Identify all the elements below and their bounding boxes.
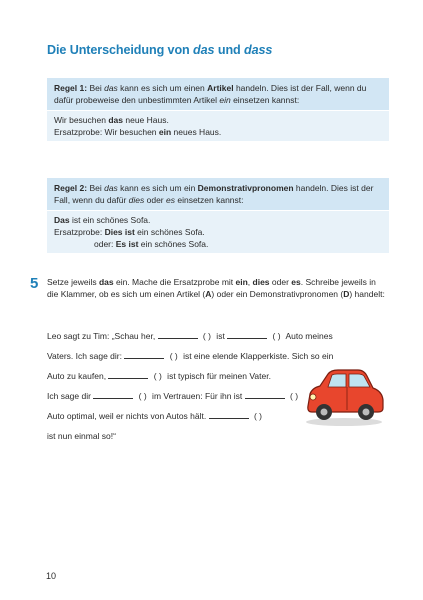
answer-paren[interactable]: ( ) [153, 371, 162, 381]
exercise-line-1: Leo sagt zu Tim: „Schau her, ( ) ist ( ) Auto meines [47, 331, 333, 341]
answer-paren[interactable]: ( ) [290, 391, 299, 401]
rule-1-examples [47, 110, 389, 141]
car-headlight [310, 394, 316, 400]
rule-2-text: Regel 2: Bei das kann es sich um ein Demonstrativpronomen handeln. Dies ist der Fall, wenn du dafür dies oder es einsetzen kannst: [47, 178, 389, 210]
task-instructions: Setze jeweils das ein. Mache die Ersatzprobe mit ein, dies oder es. Schreibe jeweils in die Klammer, ob es sich um einen Artikel (A) oder ein Demonstrativpronomen (D) handelt: [47, 277, 385, 299]
page-title: Die Unterscheidung von das und dass [47, 43, 273, 57]
answer-blank[interactable] [158, 330, 198, 339]
car-shadow [306, 418, 382, 426]
answer-blank[interactable] [209, 410, 249, 419]
rule-1-example: Wir besuchen das neue Haus. [54, 115, 169, 125]
task-number: 5 [30, 275, 39, 292]
exercise-line-2: Vaters. Ich sage dir: ( ) ist eine elende Klapperkiste. Sich so ein [47, 351, 334, 361]
rule-2-box [47, 178, 389, 253]
rule-2-example: Das ist ein schönes Sofa. [54, 215, 151, 225]
exercise-line-6: ist nun einmal so!“ [47, 431, 116, 441]
exercise-line-3: Auto zu kaufen, ( ) ist typisch für meinen Vater. [47, 371, 271, 381]
car-hubcap-rear [363, 409, 370, 416]
answer-blank[interactable] [245, 390, 285, 399]
rule-1-box [47, 78, 389, 141]
rule-2-examples [47, 210, 389, 253]
answer-paren[interactable]: ( ) [138, 391, 147, 401]
answer-blank[interactable] [93, 390, 133, 399]
answer-paren[interactable]: ( ) [253, 411, 262, 421]
red-car-illustration [300, 364, 386, 428]
exercise-line-5: Auto optimal, weil er nichts von Autos hält. ( ) [47, 410, 265, 422]
rule-1-replacement: Ersatzprobe: Wir besuchen ein neues Haus. [54, 127, 222, 137]
answer-blank[interactable] [227, 330, 267, 339]
answer-paren[interactable]: ( ) [272, 331, 281, 341]
answer-paren[interactable]: ( ) [202, 331, 211, 341]
rule-1-text: Regel 1: Bei das kann es sich um einen Artikel handeln. Dies ist der Fall, wenn du dafür probeweise den unbestimmten Artikel ein einsetzen kannst: [47, 78, 389, 110]
answer-blank[interactable] [124, 350, 164, 359]
rule-2-replacement-1: Ersatzprobe: Dies ist ein schönes Sofa. [54, 227, 205, 237]
rule-2-replacement-2: oder: Es ist ein schönes Sofa. [94, 239, 209, 249]
answer-blank[interactable] [108, 370, 148, 379]
page-number: 10 [46, 571, 57, 581]
exercise-line-4: Ich sage dir ( ) im Vertrauen: Für ihn ist ( ) [47, 390, 301, 402]
car-hubcap-front [321, 409, 328, 416]
answer-paren[interactable]: ( ) [169, 351, 178, 361]
